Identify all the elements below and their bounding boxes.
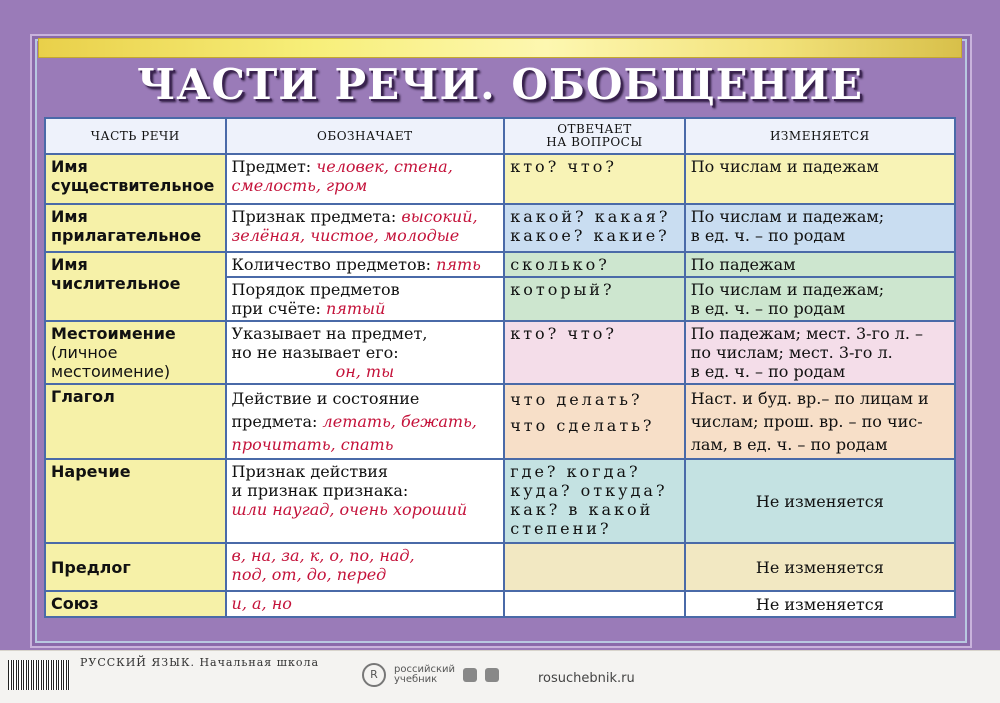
header-part-of-speech: ЧАСТЬ РЕЧИ [45, 118, 226, 154]
example-text: смелость, гром [231, 176, 368, 195]
changes-line: По числам и падежам; [690, 207, 885, 226]
changes-line: в ед. ч. – по родам [690, 362, 846, 381]
parts-of-speech-table [44, 117, 956, 618]
pos-verb: Глагол [45, 384, 226, 459]
meaning-text: при счёте: [231, 299, 326, 318]
changes-line: по числам; мест. 3-го л. [690, 343, 893, 362]
example-text: пять [436, 255, 481, 274]
questions-conjunction [504, 591, 685, 617]
questions-numeral-ordinal: который? [504, 277, 685, 321]
publisher-logo [362, 663, 499, 687]
questions-verb [504, 384, 685, 459]
changes-preposition: Не изменяется [685, 543, 955, 591]
barcode-graphic [8, 660, 70, 690]
ventana-graf-logo-icon [485, 668, 499, 682]
question-line: что сделать? [510, 416, 655, 435]
question-line: какой? какая? [510, 207, 671, 226]
changes-conjunction: Не изменяется [685, 591, 955, 617]
changes-pronoun [685, 321, 955, 384]
meaning-numeral-cardinal [226, 252, 505, 277]
changes-line: лам, в ед. ч. – по родам [690, 435, 888, 454]
meaning-text: Порядок предметов [231, 280, 400, 299]
example-text: и, а, но [231, 594, 292, 613]
pos-numeral: Имя числительное [45, 252, 226, 321]
changes-line: числам; прош. вр. – по чис- [690, 412, 923, 431]
example-text: под, от, до, перед [231, 565, 387, 584]
decorative-gold-bar [38, 38, 962, 58]
changes-numeral-cardinal: По падежам [685, 252, 955, 277]
meaning-conjunction [226, 591, 505, 617]
meaning-text: Количество предметов: [231, 255, 437, 274]
changes-line: в ед. ч. – по родам [690, 299, 846, 318]
example-text: он, ты [335, 362, 395, 381]
publisher-name-line: российский [394, 664, 455, 675]
table-row [45, 459, 955, 543]
footer-series-title: РУССКИЙ ЯЗЫК. Начальная школа [80, 656, 319, 669]
table-row [45, 384, 955, 459]
changes-numeral-ordinal [685, 277, 955, 321]
example-text: человек, стена, [316, 157, 453, 176]
example-text: зелёная, чистое, молодые [231, 226, 460, 245]
meaning-text: Признак предмета: [231, 207, 402, 226]
questions-preposition [504, 543, 685, 591]
changes-noun: По числам и падежам [685, 154, 955, 204]
header-meaning: ОБОЗНАЧАЕТ [226, 118, 505, 154]
meaning-verb [226, 384, 505, 459]
drofa-logo-icon [463, 668, 477, 682]
publisher-name-line: учебник [394, 674, 438, 685]
meaning-numeral-ordinal [226, 277, 505, 321]
table-row [45, 543, 955, 591]
pos-pronoun [45, 321, 226, 384]
meaning-text: и признак признака: [231, 481, 409, 500]
question-line: какое? какие? [510, 226, 670, 245]
example-text: шли наугад, очень хороший [231, 500, 468, 519]
meaning-text: предмета: [231, 412, 323, 431]
table-row [45, 252, 955, 277]
meaning-adverb [226, 459, 505, 543]
table-row [45, 154, 955, 204]
publisher-website-link[interactable]: rosuchebnik.ru [538, 671, 635, 686]
pos-sublabel: (личное местоимение) [51, 343, 171, 381]
changes-line: По числам и падежам; [690, 280, 885, 299]
table-row [45, 204, 955, 252]
meaning-preposition [226, 543, 505, 591]
meaning-text: Действие и состояние [231, 389, 420, 408]
question-line: степени? [510, 519, 612, 538]
questions-noun: кто? что? [504, 154, 685, 204]
example-text: прочитать, спать [231, 435, 394, 454]
questions-pronoun: кто? что? [504, 321, 685, 384]
meaning-pronoun [226, 321, 505, 384]
meaning-text: Предмет: [231, 157, 317, 176]
meaning-text: Указывает на предмет, [231, 324, 428, 343]
pos-noun: Имя существительное [45, 154, 226, 204]
questions-numeral-cardinal: сколько? [504, 252, 685, 277]
header-changes: ИЗМЕНЯЕТСЯ [685, 118, 955, 154]
example-text: летать, бежать, [322, 412, 477, 431]
pos-preposition: Предлог [45, 543, 226, 591]
publisher-name [394, 665, 455, 685]
changes-line: Наст. и буд. вр.– по лицам и [690, 389, 929, 408]
changes-verb [685, 384, 955, 459]
page-title: ЧАСТИ РЕЧИ. ОБОБЩЕНИЕ [136, 60, 864, 109]
questions-adverb [504, 459, 685, 543]
example-text: пятый [325, 299, 386, 318]
header-questions: ОТВЕЧАЕТ НА ВОПРОСЫ [504, 118, 685, 154]
changes-adjective [685, 204, 955, 252]
pos-label: Местоимение [51, 324, 176, 343]
table-row [45, 591, 955, 617]
publisher-mark-icon: R [362, 663, 386, 687]
pos-conjunction: Союз [45, 591, 226, 617]
questions-adjective [504, 204, 685, 252]
changes-adverb: Не изменяется [685, 459, 955, 543]
question-line: куда? откуда? [510, 481, 668, 500]
meaning-adjective [226, 204, 505, 252]
meaning-noun [226, 154, 505, 204]
meaning-text: Признак действия [231, 462, 388, 481]
table-header-row [45, 118, 955, 154]
question-line: где? когда? [510, 462, 641, 481]
example-text: в, на, за, к, о, по, над, [231, 546, 415, 565]
example-text: высокий, [401, 207, 478, 226]
question-line: что делать? [510, 390, 643, 409]
pos-adjective: Имя прилагательное [45, 204, 226, 252]
question-line: как? в какой [510, 500, 654, 519]
table-row [45, 321, 955, 384]
changes-line: По падежам; мест. 3-го л. – [690, 324, 924, 343]
pos-adverb: Наречие [45, 459, 226, 543]
meaning-text: но не называет его: [231, 343, 399, 362]
changes-line: в ед. ч. – по родам [690, 226, 846, 245]
